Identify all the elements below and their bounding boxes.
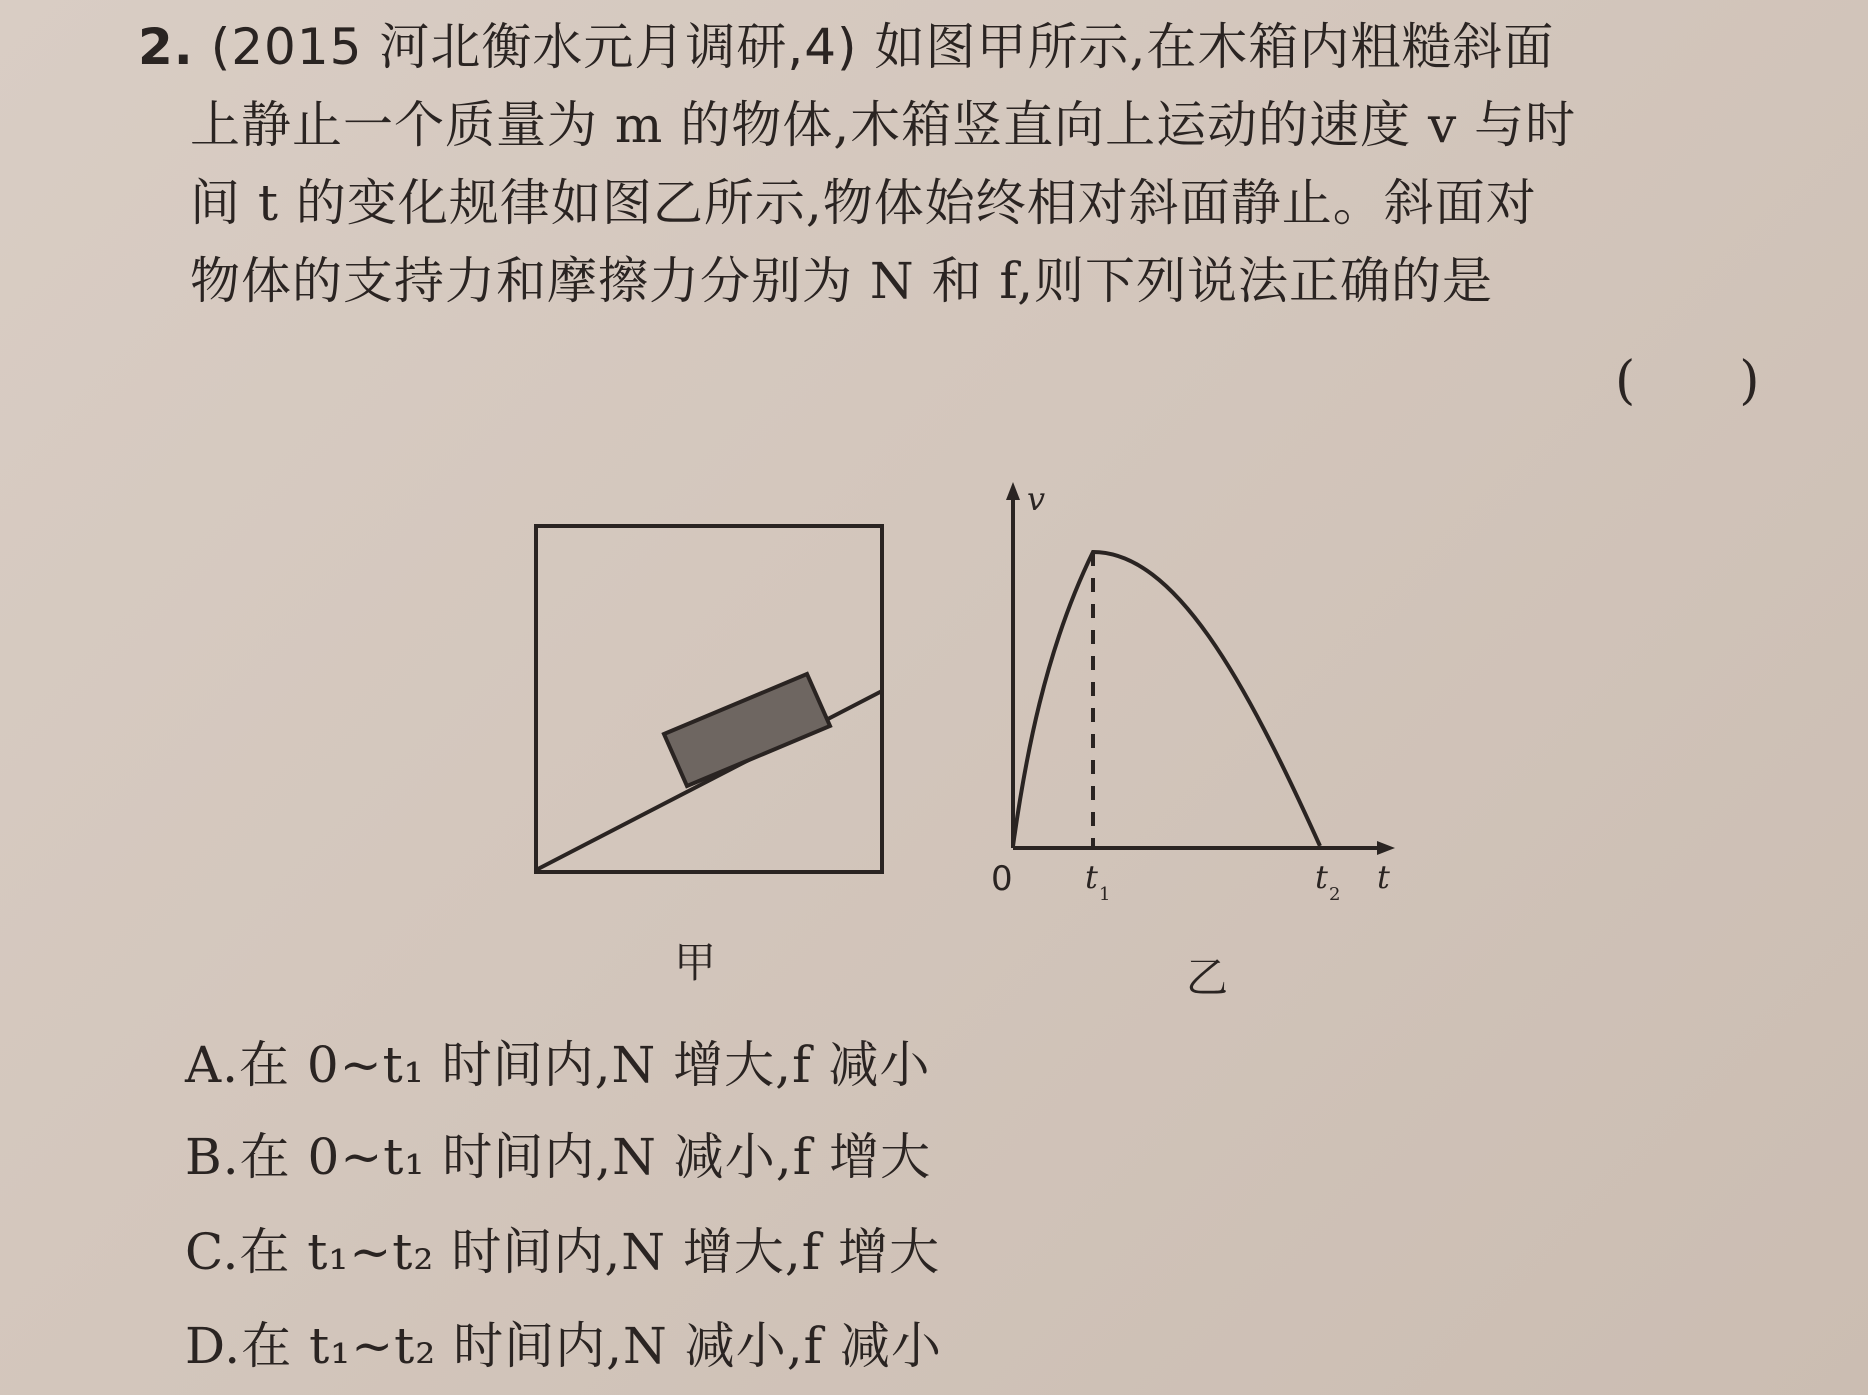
figure-jia-caption: 甲 [674,938,717,987]
answer-paren: ( ) [1615,351,1760,411]
figure-yi-caption: 乙 [1186,953,1229,1002]
option-b-letter: B. [185,1128,240,1186]
t2-subscript: 2 [1329,884,1341,905]
block-on-incline [664,674,830,786]
wooden-box-outline [536,526,882,872]
t-axis-label: t [1377,858,1390,896]
t1-label: t [1085,858,1098,896]
option-c[interactable] [185,1212,940,1284]
option-c-text: 在 t₁~t₂ 时间内,N 增大,f 增大 [239,1223,941,1281]
option-b[interactable] [185,1117,931,1189]
question-line-1 [138,18,1555,76]
t-axis-arrow-icon [1377,841,1395,855]
option-d-letter: D. [185,1317,242,1375]
question-number: 2. [138,18,194,76]
figure-jia-box [530,518,890,878]
velocity-curve [1013,552,1320,846]
question-text-1: 如图甲所示,在木箱内粗糙斜面 [874,18,1555,76]
option-d-text: 在 t₁~t₂ 时间内,N 减小,f 减小 [241,1317,942,1375]
question-line-2: 上静止一个质量为 m 的物体,木箱竖直向上运动的速度 v 与时 [190,96,1577,154]
v-axis-label: v [1027,480,1046,518]
option-a-letter: A. [185,1036,240,1094]
option-d[interactable] [185,1306,942,1378]
t1-subscript: 1 [1099,884,1111,905]
question-source: (2015 河北衡水元月调研,4) [210,18,858,76]
question-line-4: 物体的支持力和摩擦力分别为 N 和 f,则下列说法正确的是 [190,252,1494,310]
figure-yi-graph [975,480,1405,910]
v-axis-arrow-icon [1006,482,1020,500]
option-b-text: 在 0~t₁ 时间内,N 减小,f 增大 [239,1128,932,1186]
option-c-letter: C. [185,1223,240,1281]
option-a[interactable] [185,1025,930,1097]
option-a-text: 在 0~t₁ 时间内,N 增大,f 减小 [239,1036,931,1094]
question-line-3: 间 t 的变化规律如图乙所示,物体始终相对斜面静止。斜面对 [190,174,1537,232]
origin-label: 0 [991,859,1013,899]
t2-label: t [1315,858,1328,896]
